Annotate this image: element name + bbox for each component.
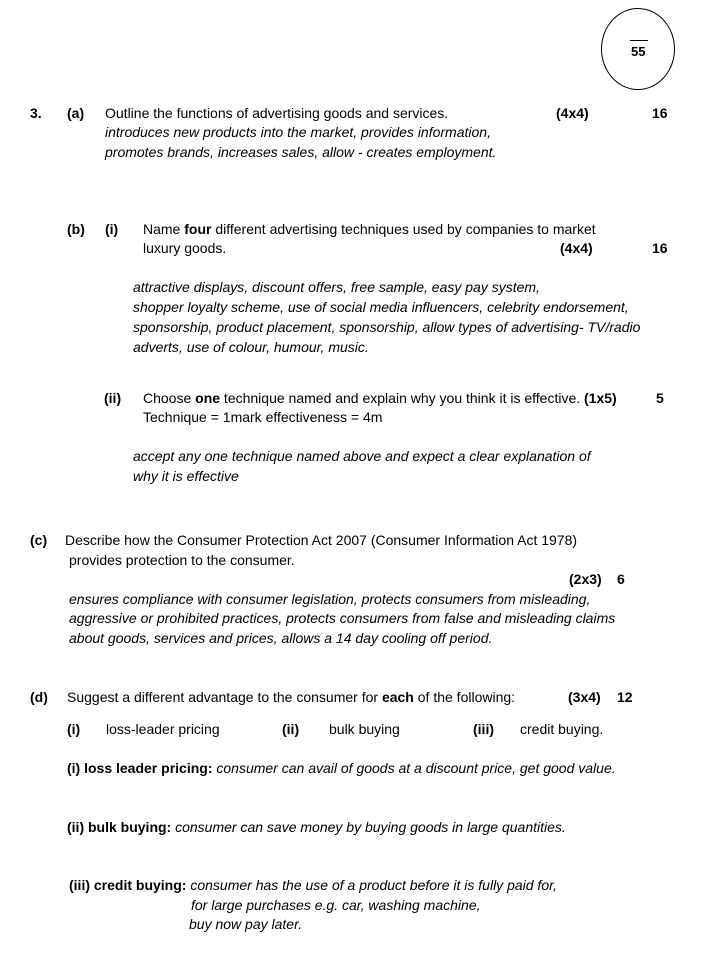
part-b-ii-marks-scheme: (1x5) [584,390,617,406]
part-c-question-line2: provides protection to the consumer. [69,552,295,568]
part-d-question-post: of the following: [413,689,516,705]
part-a-label: (a) [67,105,85,121]
part-b-ii-question-bold: one [195,390,221,406]
part-d-answer-line: consumer can save money by buying goods in large quantities. [175,819,566,835]
part-c-answer-line: about goods, services and prices, allows a 14 day cooling off period. [69,630,493,646]
part-d-answer-line: for large purchases e.g. car, washing machine, [191,897,481,913]
part-d-marks-scheme: (3x4) [568,689,601,705]
part-a-marks: 16 [652,105,668,121]
part-b-ii-question-line2: Technique = 1mark effectiveness = 4m [143,409,383,425]
part-d-option-text: credit buying. [520,721,604,737]
part-b-ii-question-pre: Choose [143,390,196,406]
part-d-question-bold: each [381,689,414,705]
part-d-option-text: loss-leader pricing [106,721,220,737]
part-b-i-answer-line: sponsorship, product placement, sponsorship, allow types of advertising- TV/radio [133,319,641,335]
part-d-question [67,687,515,707]
part-d-answer-line: consumer can avail of goods at a discount price, get good value. [216,760,616,776]
part-d-option-text: bulk buying [329,721,400,737]
part-d-question-pre: Suggest a different advantage to the consumer for [67,689,382,705]
total-marks: 55 [631,44,646,59]
part-d-option-label: (ii) [282,721,300,737]
part-d-answer-head: (i) loss leader pricing: [67,760,213,776]
part-d-answer-row [69,875,557,895]
part-b-i-answer-line: attractive displays, discount offers, free sample, easy pay system, [133,279,540,295]
part-b-i-marks: 16 [652,240,668,256]
part-b-ii-label: (ii) [104,390,122,406]
part-b-i-question-pre: Name [143,221,185,237]
part-b-i-answer-line: shopper loyalty scheme, use of social media influencers, celebrity endorsement, [133,299,629,315]
total-marks-overline [630,40,648,41]
part-a-question: Outline the functions of advertising goods and services. [105,105,449,121]
part-d-answer-row [67,817,566,837]
part-d-option-label: (i) [67,721,81,737]
part-d-answer-line: buy now pay later. [189,916,303,932]
part-c-answer-line: aggressive or prohibited practices, protects consumers from false and misleading claims [69,610,616,626]
part-a-answer-line: introduces new products into the market, provides information, [105,124,491,140]
part-d-answer-line: consumer has the use of a product before it is fully paid for, [190,877,557,893]
part-b-i-answer-line: adverts, use of colour, humour, music. [133,339,369,355]
part-b-ii-answer-line: why it is effective [133,468,239,484]
part-b-i-question-bold: four [184,221,212,237]
part-a-marks-scheme: (4x4) [556,105,589,121]
part-d-answer-row [67,758,616,778]
part-c-marks-scheme: (2x3) [569,571,602,587]
part-a-answer-line: promotes brands, increases sales, allow - creates employment. [105,144,497,160]
part-b-ii-question-post: technique named and explain why you think it is effective. [220,390,585,406]
part-c-question-line1: Describe how the Consumer Protection Act 2007 (Consumer Information Act 1978) [65,532,578,548]
part-c-marks: 6 [617,571,625,587]
question-number: 3. [30,105,42,121]
part-c-answer-line: ensures compliance with consumer legislation, protects consumers from misleading, [69,591,591,607]
part-b-ii-question [143,388,617,408]
part-b-i-label: (i) [105,221,119,237]
part-b-i-question [143,219,596,239]
part-d-answer-head: (iii) credit buying: [69,877,187,893]
part-d-label: (d) [30,689,48,705]
part-d-option-label: (iii) [473,721,494,737]
part-b-i-question-line2: luxury goods. [143,240,227,256]
part-d-answer-head: (ii) bulk buying: [67,819,172,835]
part-b-label: (b) [67,221,85,237]
part-c-label: (c) [30,532,48,548]
part-b-ii-answer-line: accept any one technique named above and expect a clear explanation of [133,448,591,464]
part-b-ii-marks: 5 [656,390,664,406]
part-b-i-marks-scheme: (4x4) [560,240,593,256]
part-d-marks: 12 [617,689,633,705]
part-b-i-question-post: different advertising techniques used by companies to market [211,221,596,237]
